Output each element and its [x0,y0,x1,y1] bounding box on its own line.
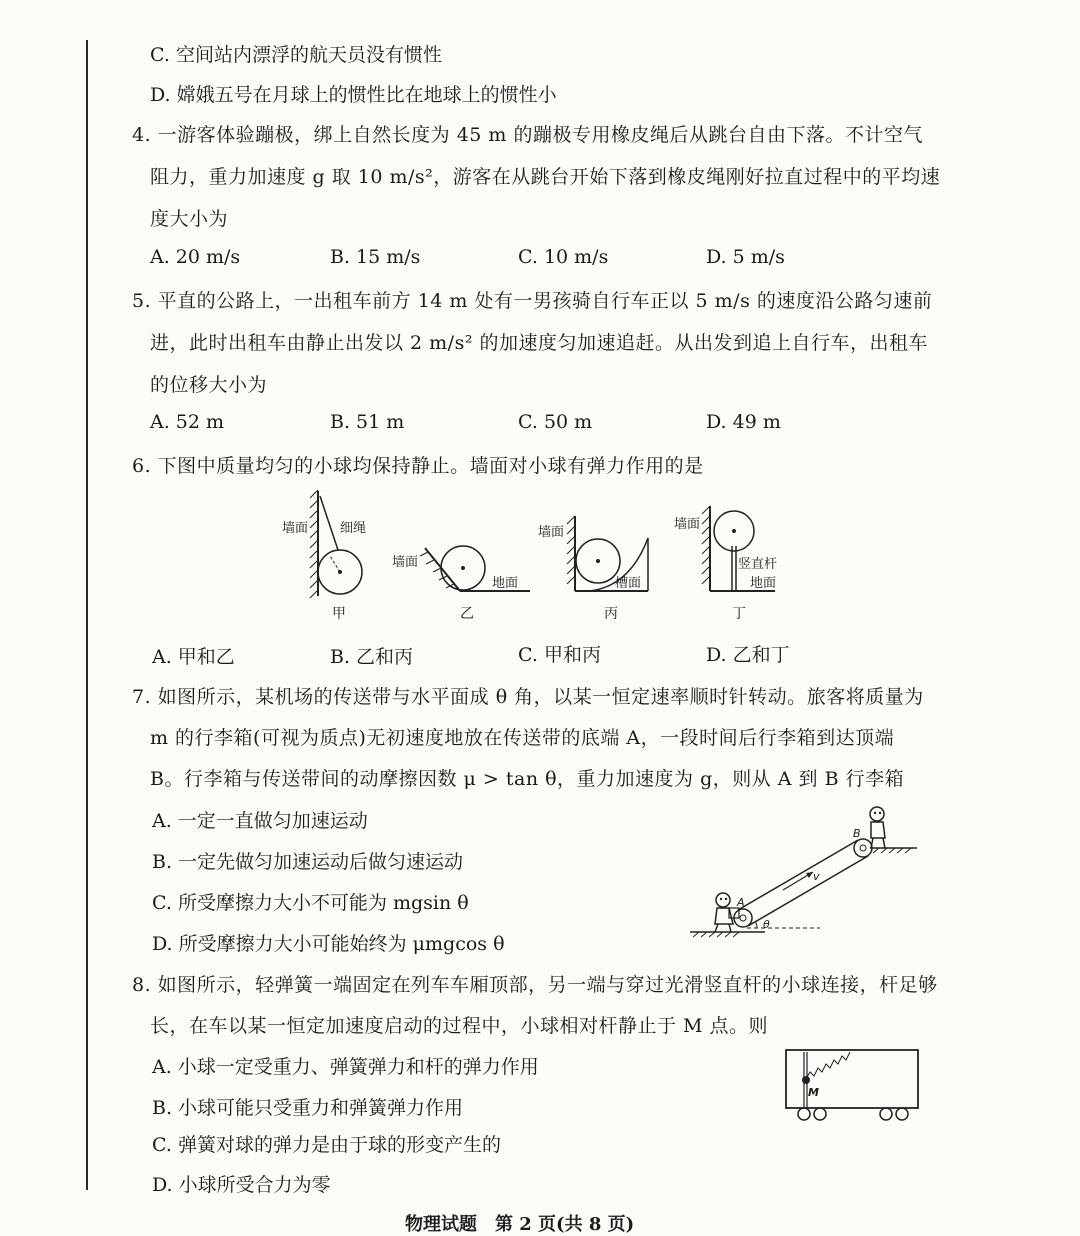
q6-figure-bing [538,516,648,622]
q6-bing-trough-label: 槽面 [615,576,642,591]
q5-option-c[interactable]: C. 50 m [518,411,593,433]
q4-stem-line1: 4. 一游客体验蹦极，绑上自然长度为 45 m 的蹦极专用橡皮绳后从跳台自由下落。不计空气 [132,124,923,146]
q4-stem-line3: 度大小为 [150,208,229,230]
q7-velocity-label: v [813,870,820,883]
q7-conveyor-figure [685,800,925,940]
q7-stem-line3: B。行李箱与传送带间的动摩擦因数 μ > tan θ，重力加速度为 g，则从 A 到 B 行李箱 [150,768,905,790]
q8-stem-line1: 8. 如图所示，轻弹簧一端固定在列车车厢顶部，另一端与穿过光滑竖直杆的小球连接，杆足够 [132,974,938,996]
q6-option-a[interactable]: A. 甲和乙 [152,646,235,668]
page-footer: 物理试题 第 2 页(共 8 页) [405,1214,635,1235]
q6-ding-wall-label: 墙面 [674,517,701,532]
q4-option-a[interactable]: A. 20 m/s [150,246,241,268]
q6-option-d[interactable]: D. 乙和丁 [706,644,790,666]
q6-option-b[interactable]: B. 乙和丙 [330,646,414,668]
q4-option-d[interactable]: D. 5 m/s [706,246,785,268]
q6-jia-rope-label: 细绳 [340,521,367,536]
q4-stem-line2: 阻力，重力加速度 g 取 10 m/s²，游客在从跳台开始下落到橡皮绳刚好拉直过程中的平均速 [150,166,941,188]
q7-point-b-label: B [853,827,861,840]
q3-option-c[interactable]: C. 空间站内漂浮的航天员没有惯性 [150,44,442,66]
q6-ding-ground-label: 地面 [750,576,777,591]
q6-ding-rod-label: 竖直杆 [738,557,778,572]
q8-stem-line2: 长，在车以某一恒定加速度启动的过程中，小球相对杆静止于 M 点。则 [150,1015,769,1037]
q8-option-a[interactable]: A. 小球一定受重力、弹簧弹力和杆的弹力作用 [152,1056,539,1078]
q8-option-c[interactable]: C. 弹簧对球的弹力是由于球的形变产生的 [152,1134,501,1156]
q4-option-b[interactable]: B. 15 m/s [330,246,421,268]
q6-yi-ground-label: 地面 [492,576,519,591]
q6-yi-wall-label: 墙面 [392,555,419,570]
q7-option-d[interactable]: D. 所受摩擦力大小可能始终为 μmgcos θ [152,933,505,955]
q6-yi-caption: 乙 [460,606,474,622]
q7-stem-line2: m 的行李箱(可视为质点)无初速度地放在传送带的底端 A，一段时间后行李箱到达顶端 [150,727,895,749]
q5-option-b[interactable]: B. 51 m [330,411,405,433]
q3-option-d[interactable]: D. 嫦娥五号在月球上的惯性比在地球上的惯性小 [150,84,557,106]
margin-rule [86,40,88,1190]
q8-point-m-label: M [808,1086,819,1099]
q6-option-c[interactable]: C. 甲和丙 [518,644,601,666]
q7-option-a[interactable]: A. 一定一直做匀加速运动 [152,810,368,832]
q6-bing-wall-label: 墙面 [538,525,565,540]
q5-stem-line3: 的位移大小为 [150,374,268,396]
q5-stem-line1: 5. 平直的公路上，一出租车前方 14 m 处有一男孩骑自行车正以 5 m/s 的速度沿公路匀速前 [132,290,933,312]
q7-option-c[interactable]: C. 所受摩擦力大小不可能为 mgsin θ [152,892,469,914]
q6-ding-caption: 丁 [732,606,746,622]
q6-bing-caption: 丙 [604,606,618,622]
q7-point-a-label: A [737,896,745,909]
q7-theta-label: θ [763,918,770,931]
q8-option-b[interactable]: B. 小球可能只受重力和弹簧弹力作用 [152,1097,464,1119]
q5-option-d[interactable]: D. 49 m [706,411,781,433]
q7-stem-line1: 7. 如图所示，某机场的传送带与水平面成 θ 角，以某一恒定速率顺时针转动。旅客将质量为 [132,686,924,708]
q6-figure [270,486,830,626]
q5-stem-line2: 进，此时出租车由静止出发以 2 m/s² 的加速度匀加速追赶。从出发到追上自行车，出租车 [150,332,928,354]
q8-train-figure [780,1046,925,1126]
q6-figure-yi [392,546,530,622]
q6-jia-caption: 甲 [332,606,346,622]
q8-option-d[interactable]: D. 小球所受合力为零 [152,1174,331,1196]
q7-option-b[interactable]: B. 一定先做匀加速运动后做匀速运动 [152,851,464,873]
q4-option-c[interactable]: C. 10 m/s [518,246,609,268]
q6-stem-line1: 6. 下图中质量均匀的小球均保持静止。墙面对小球有弹力作用的是 [132,455,704,477]
q6-jia-wall-label: 墙面 [282,521,309,536]
q5-option-a[interactable]: A. 52 m [150,411,225,433]
q6-figure-ding [674,506,777,622]
q6-figure-jia [282,490,366,622]
